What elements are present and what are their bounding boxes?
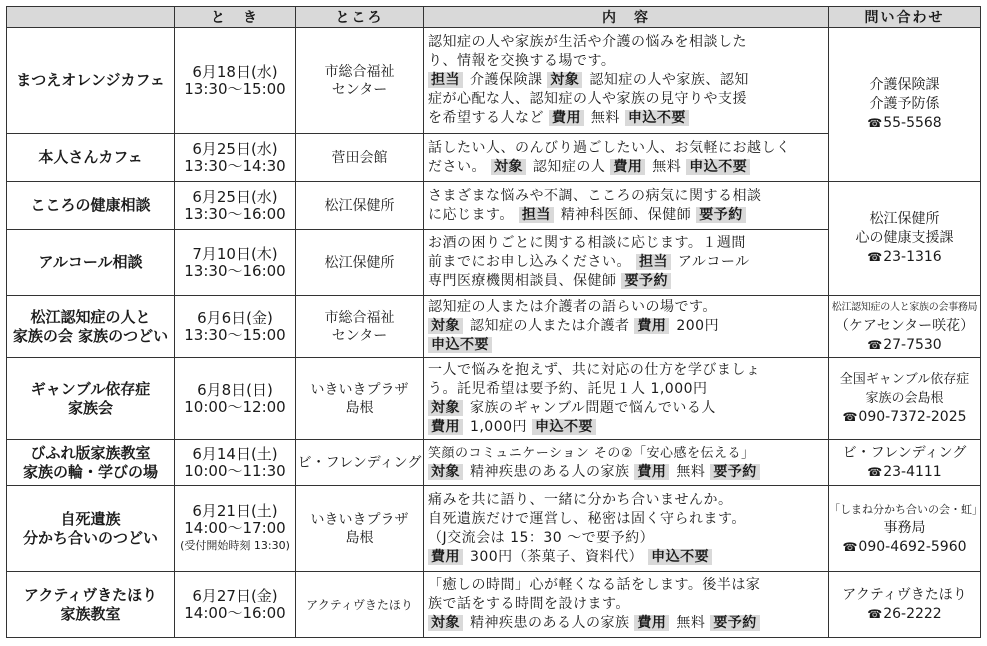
- event-name: 自死遺族 分かち合いのつどい: [7, 486, 175, 572]
- table-row: [7, 440, 981, 486]
- header-when: と き: [175, 7, 296, 28]
- tag-target: 対象: [428, 318, 463, 334]
- event-detail: 一人で悩みを抱えず、共に対応の仕方を学びましょ う。託児希望は要予約、託児１人 1,000円 対象 家族のギャンブル問題で悩んでいる人 費用 1,000円 申込不要: [424, 358, 829, 440]
- tag-no-application: 申込不要: [648, 549, 712, 565]
- contact-cell: 「しまね分かち合いの会・虹」 事務局 ☎090-4692-5960: [829, 486, 981, 572]
- contact-cell: 全国ギャンブル依存症 家族の会島根 ☎090-7372-2025: [829, 358, 981, 440]
- telephone-icon: ☎: [867, 606, 883, 621]
- event-place: 松江保健所: [296, 230, 424, 296]
- event-detail: 痛みを共に語り、一緒に分かち合いませんか。 自死遺族だけで運営し、秘密は固く守られます。 （J交流会は 15：30 ～で要予約） 費用 300円（茶菓子、資料代） 申込不要: [424, 486, 829, 572]
- event-name: 本人さんカフェ: [7, 134, 175, 182]
- tag-fee: 費用: [428, 419, 463, 435]
- event-name: こころの健康相談: [7, 182, 175, 230]
- event-when: 6月25日(水) 13:30～14:30: [175, 134, 296, 182]
- tag-fee: 費用: [610, 159, 645, 175]
- event-place: 松江保健所: [296, 182, 424, 230]
- tag-target: 対象: [428, 615, 463, 631]
- tag-reservation: 要予約: [710, 615, 760, 631]
- table-row: [7, 358, 981, 440]
- telephone-icon: ☎: [867, 116, 883, 130]
- event-when: 6月25日(水) 13:30～16:00: [175, 182, 296, 230]
- tag-target: 対象: [428, 400, 463, 416]
- tag-reservation: 要予約: [621, 273, 671, 289]
- tag-fee: 費用: [428, 549, 463, 565]
- tag-charge: 担当: [519, 207, 554, 223]
- contact-cell: ビ・フレンディング ☎23-4111: [829, 440, 981, 486]
- tag-fee: 費用: [549, 110, 584, 126]
- telephone-icon: ☎: [867, 250, 883, 264]
- event-when: 6月14日(土) 10:00～11:30: [175, 440, 296, 486]
- tag-fee: 費用: [634, 615, 669, 631]
- event-when: 6月6日(金) 13:30～15:00: [175, 296, 296, 358]
- table-row: [7, 182, 981, 230]
- header-blank: [7, 7, 175, 28]
- event-name: アクティヴきたほり 家族教室: [7, 572, 175, 638]
- telephone-icon: ☎: [842, 540, 858, 554]
- event-place: アクティヴきたほり: [296, 572, 424, 638]
- tag-reservation: 要予約: [710, 464, 760, 480]
- header-row: [7, 7, 981, 28]
- event-detail: 認知症の人または介護者の語らいの場です。 対象 認知症の人または介護者 費用 200円 申込不要: [424, 296, 829, 358]
- event-name: ギャンブル依存症 家族会: [7, 358, 175, 440]
- table-row: [7, 28, 981, 134]
- contact-cell: 松江認知症の人と家族の会事務局 （ケアセンター咲花） ☎27-7530: [829, 296, 981, 358]
- telephone-icon: ☎: [867, 464, 883, 479]
- contact-cell: アクティヴきたほり ☎26-2222: [829, 572, 981, 638]
- event-when: 6月18日(水) 13:30～15:00: [175, 28, 296, 134]
- tag-target: 対象: [491, 159, 526, 175]
- event-place: ビ・フレンディング: [296, 440, 424, 486]
- header-where: ところ: [296, 7, 424, 28]
- event-name: 松江認知症の人と 家族の会 家族のつどい: [7, 296, 175, 358]
- tag-reservation: 要予約: [696, 207, 746, 223]
- event-detail: 認知症の人や家族が生活や介護の悩みを相談した り、情報を交換する場です。 担当 介護保険課 対象 認知症の人や家族、認知 症が心配な人、認知症の人や家族の見守りや支援 を希望する人など 費用 無料 申込不要: [424, 28, 829, 134]
- telephone-icon: ☎: [842, 410, 858, 424]
- tag-no-application: 申込不要: [532, 419, 596, 435]
- telephone-icon: ☎: [867, 338, 883, 352]
- tag-fee: 費用: [634, 318, 669, 334]
- tag-charge: 担当: [428, 72, 463, 88]
- event-when: 6月21日(土) 14:00～17:00 (受付開始時刻 13:30): [175, 486, 296, 572]
- tag-charge: 担当: [636, 254, 671, 270]
- event-name: びふれ版家族教室 家族の輪・学びの場: [7, 440, 175, 486]
- tag-target: 対象: [547, 72, 582, 88]
- table-row: [7, 486, 981, 572]
- event-place: 市総合福祉 センター: [296, 296, 424, 358]
- event-place: 市総合福祉 センター: [296, 28, 424, 134]
- event-detail: さまざまな悩みや不調、こころの病気に関する相談 に応じます。 担当 精神科医師、保健師 要予約: [424, 182, 829, 230]
- tag-no-application: 申込不要: [625, 110, 689, 126]
- event-place: 菅田会館: [296, 134, 424, 182]
- event-when: 6月27日(金) 14:00～16:00: [175, 572, 296, 638]
- header-content: 内 容: [424, 7, 829, 28]
- event-place: いきいきプラザ 島根: [296, 358, 424, 440]
- schedule-table: [6, 6, 981, 638]
- event-name: まつえオレンジカフェ: [7, 28, 175, 134]
- table-row: [7, 572, 981, 638]
- tag-target: 対象: [428, 464, 463, 480]
- event-when: 6月8日(日) 10:00～12:00: [175, 358, 296, 440]
- tag-fee: 費用: [634, 464, 669, 480]
- tag-no-application: 申込不要: [428, 337, 492, 353]
- event-detail: 笑顔のコミュニケーション その②「安心感を伝える」 対象 精神疾患のある人の家族 費用 無料 要予約: [424, 440, 829, 486]
- event-place: いきいきプラザ 島根: [296, 486, 424, 572]
- event-detail: お酒の困りごとに関する相談に応じます。１週間 前までにお申し込みください。 担当 アルコール 専門医療機関相談員、保健師 要予約: [424, 230, 829, 296]
- event-name: アルコール相談: [7, 230, 175, 296]
- table-row: [7, 296, 981, 358]
- tag-no-application: 申込不要: [686, 159, 750, 175]
- contact-cell: 介護保険課 介護予防係 ☎55-5568: [829, 28, 981, 182]
- event-detail: 話したい人、のんびり過ごしたい人、お気軽にお越しく ださい。 対象 認知症の人 費用 無料 申込不要: [424, 134, 829, 182]
- event-detail: 「癒しの時間」心が軽くなる話をします。後半は家 族で話をする時間を設けます。 対象 精神疾患のある人の家族 費用 無料 要予約: [424, 572, 829, 638]
- header-contact: 問い合わせ: [829, 7, 981, 28]
- event-when: 7月10日(木) 13:30～16:00: [175, 230, 296, 296]
- contact-cell: 松江保健所 心の健康支援課 ☎23-1316: [829, 182, 981, 296]
